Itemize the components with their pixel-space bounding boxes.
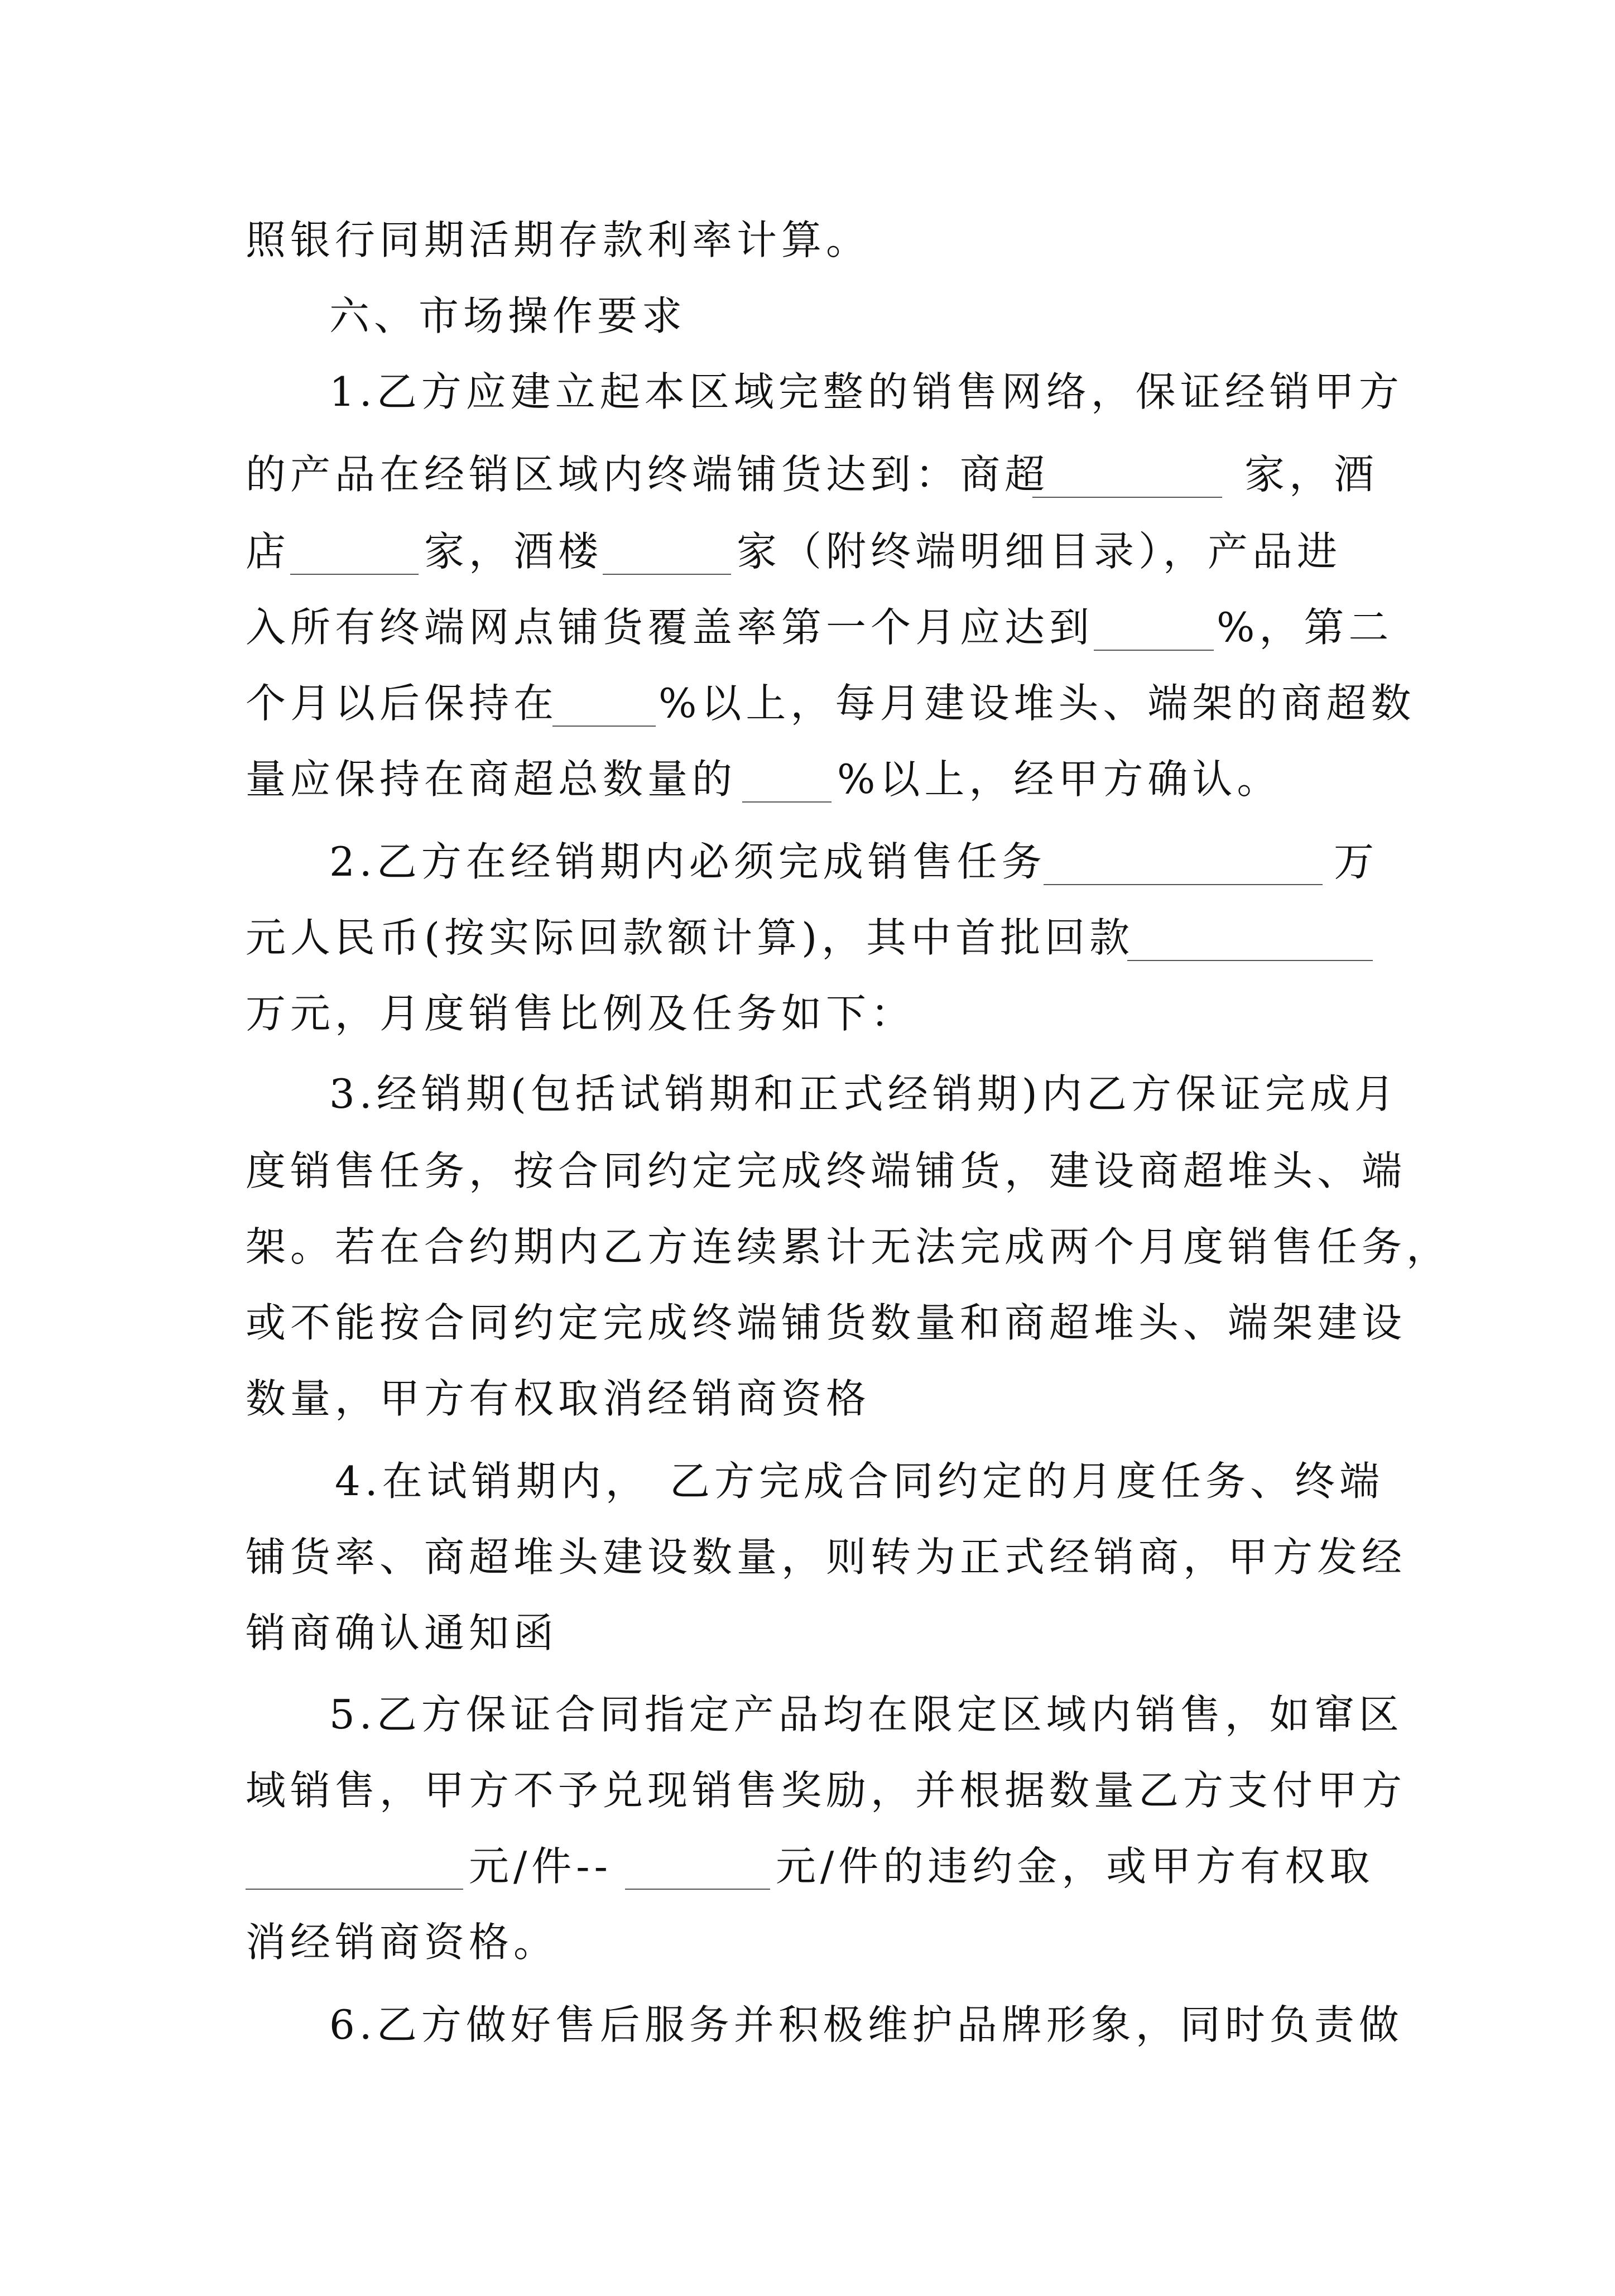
fill-in-blank	[1094, 573, 1214, 651]
text-line	[0, 1442, 1615, 1520]
text-segment: 域销售，甲方不予兑现销售奖励，并根据数量乙方支付甲方	[246, 1767, 1407, 1814]
text-segment: 2.乙方在经销期内必须完成销售任务	[329, 838, 1046, 885]
text-line	[0, 1986, 1615, 2064]
text-line	[0, 1360, 1615, 1438]
text-segment: 1.乙方应建立起本区域完整的销售网络，保证经销甲方	[329, 368, 1403, 415]
text-line	[0, 512, 1615, 590]
text-segment: 万元，月度销售比例及任务如下：	[246, 990, 916, 1037]
text-segment: 3.经销期(包括试销期和正式经销期)内乙方保证完成月	[329, 1070, 1399, 1117]
text-line	[0, 1132, 1615, 1210]
text-line	[0, 1518, 1615, 1596]
text-line	[0, 1751, 1615, 1829]
text-line	[0, 1903, 1615, 1981]
text-line	[0, 1284, 1615, 1362]
text-segment: 4.在试销期内，	[335, 1458, 650, 1505]
text-line	[0, 1827, 1615, 1905]
text-line	[0, 1208, 1615, 1286]
text-segment: 消经销商资格。	[246, 1919, 559, 1966]
text-segment: 销商确认通知函	[246, 1610, 559, 1656]
text-line	[0, 1675, 1615, 1754]
text-segment: 乙方完成合同约定的月度任务、终端	[670, 1458, 1385, 1505]
text-line	[0, 1594, 1615, 1672]
text-line	[0, 588, 1615, 666]
text-segment: 元/件的违约金，或甲方有权取	[776, 1843, 1374, 1890]
text-segment: %以上，每月建设堆头、端架的商超数	[659, 680, 1416, 727]
section-heading	[0, 277, 1615, 355]
text-segment: 的产品在经销区域内终端铺货达到：商超	[246, 451, 1050, 498]
text-segment: %，第二	[1217, 604, 1393, 651]
fill-in-blank	[552, 649, 656, 727]
fill-in-blank	[1127, 883, 1373, 961]
text-segment: 家（附终端明细目录），产品进	[737, 528, 1342, 575]
text-segment: 架。若在合约期内乙方连续累计无法完成两个月度销售任务，	[246, 1223, 1451, 1270]
text-line	[0, 435, 1615, 513]
fill-in-blank	[603, 497, 731, 575]
text-line	[0, 353, 1615, 431]
fill-in-blank	[1032, 420, 1222, 498]
fill-in-blank	[1044, 807, 1323, 885]
text-segment: 店	[246, 528, 291, 575]
text-segment: 数量，甲方有权取消经销商资格	[246, 1375, 871, 1422]
fill-in-blank	[246, 1812, 463, 1890]
text-line	[0, 1055, 1615, 1133]
text-segment: 家，酒楼	[424, 528, 603, 575]
text-segment: 或不能按合同约定完成终端铺货数量和商超堆头、端架建设	[246, 1299, 1407, 1346]
text-segment: %以上，经甲方确认。	[837, 756, 1282, 803]
text-segment: 元人民币(按实际回款额计算)，其中首批回款	[246, 914, 1135, 961]
text-segment: 个月以后保持在	[246, 680, 559, 727]
text-segment: 照银行同期活期存款利率计算。	[246, 217, 871, 263]
text-segment: 家，酒	[1244, 451, 1379, 498]
fill-in-blank	[625, 1812, 770, 1890]
text-segment: 六、市场操作要求	[329, 292, 687, 339]
fill-in-blank	[742, 724, 831, 803]
text-line	[0, 899, 1615, 977]
text-line	[0, 201, 1615, 279]
text-segment: 入所有终端网点铺货覆盖率第一个月应达到	[246, 604, 1094, 651]
text-line	[0, 740, 1615, 818]
text-line	[0, 974, 1615, 1053]
fill-in-blank	[290, 497, 419, 575]
text-segment: 6.乙方做好售后服务并积极维护品牌形象，同时负责做	[329, 2001, 1403, 2048]
text-segment: 万	[1334, 838, 1379, 885]
text-segment: 元/件--	[469, 1843, 612, 1890]
text-segment: 量应保持在商超总数量的	[246, 756, 737, 803]
text-segment: 5.乙方保证合同指定产品均在限定区域内销售，如窜区	[329, 1691, 1403, 1738]
text-segment: 铺货率、商超堆头建设数量，则转为正式经销商，甲方发经	[246, 1534, 1407, 1581]
text-segment: 度销售任务，按合同约定完成终端铺货，建设商超堆头、端	[246, 1147, 1407, 1194]
